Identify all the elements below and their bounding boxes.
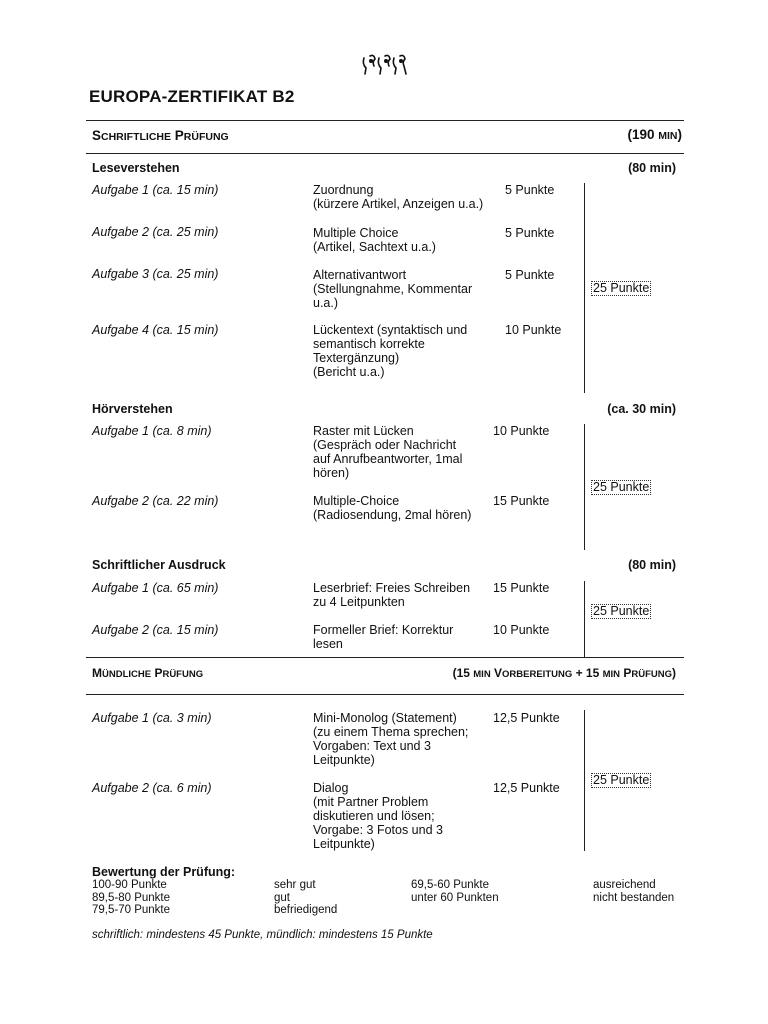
divider [86, 153, 684, 154]
task-description: Raster mit Lücken (Gespräch oder Nachricht auf Anrufbeantworter, 1mal hören) [313, 424, 463, 480]
task-name: Aufgabe 2 (ca. 6 min) [92, 781, 212, 795]
divider [86, 694, 684, 695]
task-points: 12,5 Punkte [493, 781, 560, 795]
bracket-line [584, 424, 585, 550]
task-points: 15 Punkte [493, 494, 550, 508]
grading-col-grade1: sehr gut gut befriedigend [274, 879, 338, 916]
divider [86, 120, 684, 121]
task-description: Dialog (mit Partner Problem diskutieren und lösen; Vorgabe: 3 Fotos und 3 Leitpunkte) [313, 781, 443, 851]
task-points: 10 Punkte [493, 623, 550, 637]
document-title: EUROPA-ZERTIFIKAT B2 [89, 87, 295, 106]
section-title-written: SCHRIFTLICHE PRÜFUNG [92, 128, 229, 143]
task-points: 12,5 Punkte [493, 711, 560, 725]
task-points: 5 Punkte [505, 268, 555, 282]
grading-col-range1: 100-90 Punkte 89,5-80 Punkte 79,5-70 Punkte [92, 879, 171, 916]
section-total-box: 25 Punkte [593, 480, 650, 494]
section-duration-oral: (15 MIN VORBEREITUNG + 15 MIN PRÜFUNG) [452, 666, 676, 680]
bracket-line [584, 710, 585, 851]
task-name: Aufgabe 4 (ca. 15 min) [92, 323, 219, 337]
bracket-line [584, 183, 585, 393]
task-points: 10 Punkte [505, 323, 562, 337]
task-description: Multiple Choice (Artikel, Sachtext u.a.) [313, 226, 436, 254]
subsection-heading: Schriftlicher Ausdruck [92, 558, 226, 572]
section-total-box: 25 Punkte [593, 773, 650, 787]
divider [86, 657, 684, 658]
grading-heading: Bewertung der Prüfung: [92, 865, 236, 879]
task-description: Multiple-Choice (Radiosendung, 2mal hören) [313, 494, 472, 522]
section-title-oral: MÜNDLICHE PRÜFUNG [92, 666, 204, 680]
section-total-box: 25 Punkte [593, 281, 650, 295]
subsection-duration: (ca. 30 min) [607, 402, 676, 416]
task-description: Leserbrief: Freies Schreiben zu 4 Leitpunkten [313, 581, 471, 609]
grading-col-grade2: ausreichend nicht bestanden [593, 879, 675, 904]
bracket-line [584, 581, 585, 657]
task-name: Aufgabe 1 (ca. 3 min) [92, 711, 212, 725]
task-points: 10 Punkte [493, 424, 550, 438]
three-faces-logo [360, 50, 410, 80]
task-name: Aufgabe 2 (ca. 25 min) [92, 225, 219, 239]
subsection-duration: (80 min) [628, 161, 676, 175]
grading-col-range2: 69,5-60 Punkte unter 60 Punkten [411, 879, 499, 904]
section-duration-written: (190 MIN) [627, 127, 682, 142]
task-points: 15 Punkte [493, 581, 550, 595]
section-total-box: 25 Punkte [593, 604, 650, 618]
subsection-heading: Leseverstehen [92, 161, 180, 175]
task-description: Alternativantwort (Stellungnahme, Kommentar u.a.) [313, 268, 473, 310]
minimum-score-note: schriftlich: mindestens 45 Punkte, mündlich: mindestens 15 Punkte [92, 929, 433, 941]
task-name: Aufgabe 3 (ca. 25 min) [92, 267, 219, 281]
task-name: Aufgabe 1 (ca. 65 min) [92, 581, 219, 595]
task-description: Lückentext (syntaktisch und semantisch korrekte Textergänzung) (Bericht u.a.) [313, 323, 468, 379]
task-name: Aufgabe 2 (ca. 22 min) [92, 494, 219, 508]
subsection-duration: (80 min) [628, 558, 676, 572]
task-points: 5 Punkte [505, 226, 555, 240]
task-name: Aufgabe 2 (ca. 15 min) [92, 623, 219, 637]
task-description: Zuordnung (kürzere Artikel, Anzeigen u.a.) [313, 183, 484, 211]
task-description: Formeller Brief: Korrektur lesen [313, 623, 454, 651]
task-name: Aufgabe 1 (ca. 8 min) [92, 424, 212, 438]
task-points: 5 Punkte [505, 183, 555, 197]
subsection-heading: Hörverstehen [92, 402, 173, 416]
task-name: Aufgabe 1 (ca. 15 min) [92, 183, 219, 197]
task-description: Mini-Monolog (Statement) (zu einem Thema sprechen; Vorgaben: Text und 3 Leitpunkte) [313, 711, 469, 767]
